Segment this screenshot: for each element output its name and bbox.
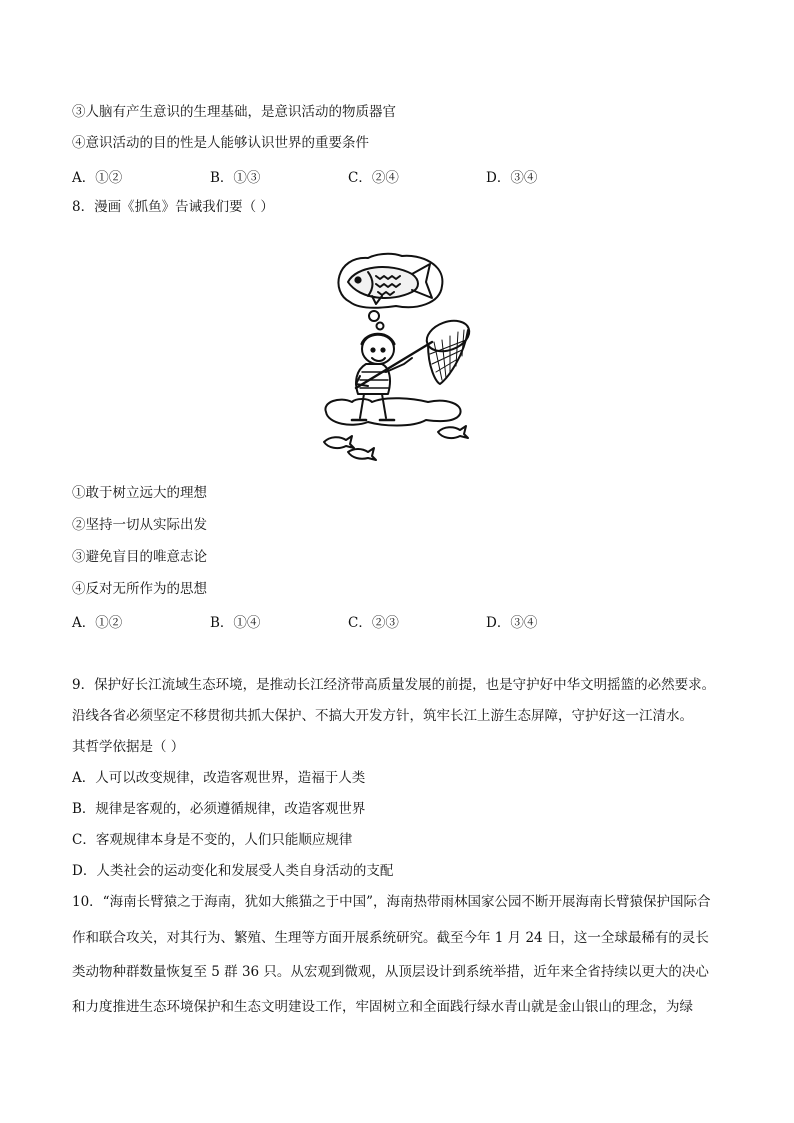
water-puddle-shape [325, 398, 460, 425]
q8-item-1: ①敢于树立远大的理想 [72, 485, 207, 501]
q8-item-4: ④反对无所作为的思想 [72, 581, 207, 597]
q9-option-a: A．人可以改变规律，改造客观世界，造福于人类 [72, 770, 366, 786]
q9-stem-line-1: 9．保护好长江流域生态环境，是推动长江经济带高质量发展的前提，也是守护好中华文明摇篮的必然要求。 [72, 677, 716, 693]
fishing-cartoon-image [316, 252, 480, 464]
q7-option-d: D．③④ [486, 170, 538, 186]
q8-options [72, 611, 592, 629]
q9-stem-line-3: 其哲学依据是（ ） [72, 739, 185, 755]
q9-option-b: B．规律是客观的，必须遵循规律，改造客观世界 [72, 801, 366, 817]
q10-stem-line-2: 作和联合攻关，对其行为、繁殖、生理等方面开展系统研究。截至今年 1 月 24 日，这一全球最稀有的灵长 [72, 930, 709, 946]
q8-option-a: A．①② [72, 615, 123, 631]
q7-option-b: B．①③ [210, 170, 261, 186]
q9-stem-line-2: 沿线各省必须坚定不移贯彻共抓大保护、不搞大开发方针，筑牢长江上游生态屏障，守护好这一江清水。 [72, 708, 693, 724]
q7-item-3: ③人脑有产生意识的生理基础，是意识活动的物质器官 [72, 104, 396, 120]
q10-stem-line-4: 和力度推进生态环境保护和生态文明建设工作，牢固树立和全面践行绿水青山就是金山银山的理念，为绿 [72, 999, 693, 1015]
q9-option-d: D．人类社会的运动变化和发展受人类自身活动的支配 [72, 863, 394, 879]
q7-options [72, 166, 592, 184]
fisherman-figure [352, 334, 412, 420]
q7-option-c: C．②④ [348, 170, 399, 186]
q8-stem: 8．漫画《抓鱼》告诫我们要（ ） [72, 199, 274, 215]
small-fish-icon [324, 426, 468, 460]
q7-option-a: A．①② [72, 170, 123, 186]
q8-item-3: ③避免盲目的唯意志论 [72, 549, 207, 565]
q10-stem-line-3: 类动物种群数量恢复至 5 群 36 只。从宏观到微观，从顶层设计到系统举措，近年来全省持续以更大的决心 [72, 964, 709, 980]
fish-icon [348, 264, 432, 304]
q8-option-b: B．①④ [210, 615, 261, 631]
q8-option-d: D．③④ [486, 615, 538, 631]
q7-item-4: ④意识活动的目的性是人能够认识世界的重要条件 [72, 135, 369, 151]
fishing-net-icon [423, 315, 474, 384]
q9-option-c: C．客观规律本身是不变的，人们只能顺应规律 [72, 832, 353, 848]
q8-item-2: ②坚持一切从实际出发 [72, 517, 207, 533]
q8-option-c: C．②③ [348, 615, 399, 631]
q10-stem-line-1: 10．“海南长臂猿之于海南，犹如大熊猫之于中国”，海南热带雨林国家公园不断开展海南长臂猿保护国际合 [72, 894, 711, 910]
